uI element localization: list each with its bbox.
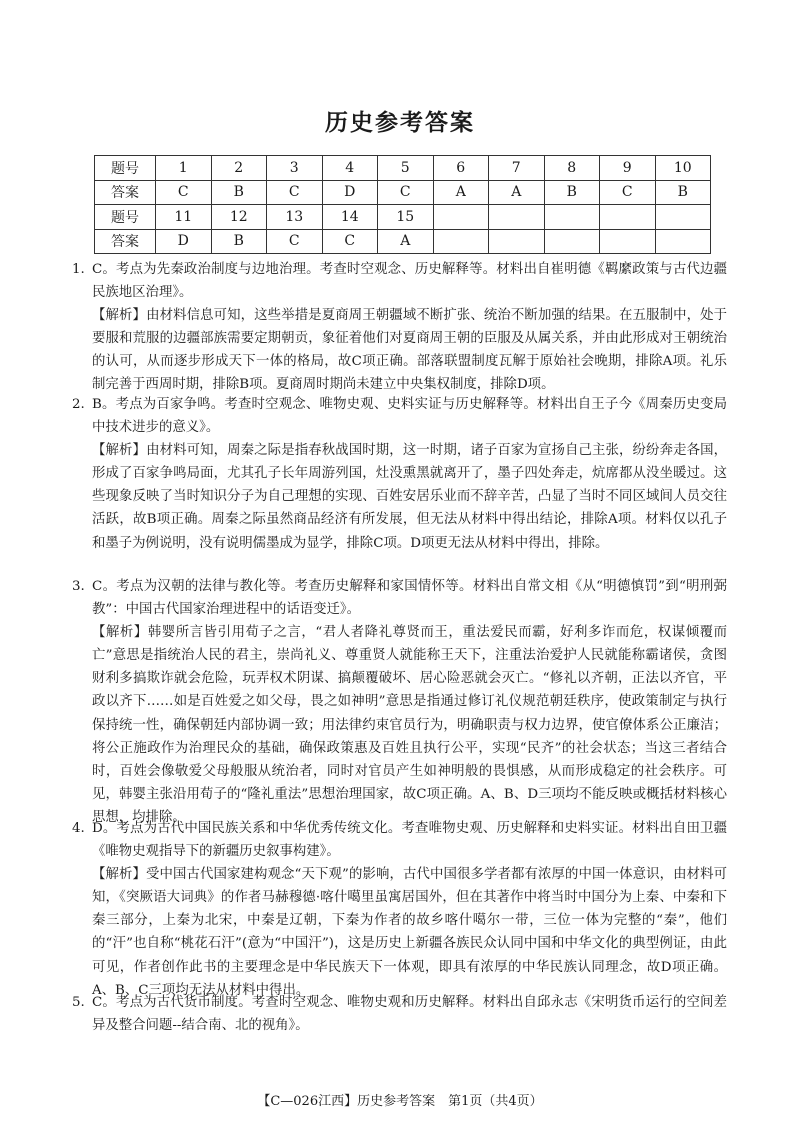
row-header: 题号	[95, 205, 156, 230]
table-cell: C	[378, 180, 434, 205]
answer-table-row	[95, 229, 711, 254]
analysis-tag: 【解析】	[92, 308, 147, 324]
item-number: 2.	[72, 397, 85, 412]
table-cell: A	[433, 180, 489, 205]
table-cell: 2	[211, 156, 267, 181]
answer-item-2	[72, 393, 727, 555]
table-cell: B	[211, 180, 267, 205]
item-summary: B。考点为百家争鸣。考查时空观念、唯物史观、史料实证与历史解释等。材料出自王子今《周秦历史变局中技术进步的意义》。	[92, 397, 727, 436]
table-cell: B	[544, 180, 600, 205]
table-cell: B	[211, 229, 267, 254]
table-cell: 1	[156, 156, 212, 181]
table-cell: 6	[433, 156, 489, 181]
table-cell: C	[267, 180, 323, 205]
item-number: 3.	[72, 579, 85, 594]
analysis-text: 韩婴所言皆引用荀子之言，“君人者降礼尊贤而王，重法爱民而霸，好利多诈而危，权谋倾覆而亡”意思是指统治人民的君主，崇尚礼义、尊重贤人就能称王天下，注重法治爱护人民就能称霸诸侯，贪图财利多搞欺诈就会危险，玩弄权术阴谋、搞颠覆破坏、居心险恶就会灭亡。“修礼以齐朝，正法以齐官，平政以齐下……如是百姓爱之如父母，畏之如神明”意思是指通过修订礼仪规范朝廷秩序，使政策制定与执行保持统一性，确保朝廷内部协调一致；用法律约束官员行为，明确职责与权力边界，使官僚体系公正廉洁；将公正施政作为治理民众的基础，确保政策惠及百姓且执行公平，实现“民齐”的社会状态；当这三者结合时，百姓会像敬爱父母般服从统治者，同时对官员产生如神明般的畏惧感，从而形成稳定的社会秩序。可见，韩婴主张沿用荀子的“隆礼重法”思想治理国家，故C项正确。A、B、D三项均不能反映或概括材料核心思想，均排除。	[92, 625, 728, 825]
table-cell: 15	[378, 205, 434, 230]
answer-table-row	[95, 156, 711, 181]
table-cell: 12	[211, 205, 267, 230]
item-analysis	[92, 621, 727, 829]
row-header: 答案	[95, 229, 156, 254]
table-cell	[544, 205, 600, 230]
item-analysis	[92, 439, 727, 554]
item-number: 4.	[72, 821, 85, 836]
table-cell	[489, 229, 545, 254]
item-analysis	[92, 863, 727, 1002]
page-footer: 【C—026江西】历史参考答案 第1页（共4页）	[257, 1094, 543, 1109]
analysis-tag: 【解析】	[92, 443, 147, 459]
item-analysis	[92, 304, 727, 396]
table-cell: 3	[267, 156, 323, 181]
table-cell	[600, 205, 656, 230]
table-cell: 7	[489, 156, 545, 181]
table-cell: A	[378, 229, 434, 254]
item-summary: C。考点为汉朝的法律与教化等。考查历史解释和家国情怀等。材料出自常文相《从“明德慎罚”到“明刑弼教”：中国古代国家治理进程中的话语变迁》。	[92, 579, 727, 618]
table-cell: D	[322, 180, 378, 205]
table-cell: 11	[156, 205, 212, 230]
answer-table	[94, 155, 711, 254]
table-cell: 10	[655, 156, 711, 181]
table-cell: A	[489, 180, 545, 205]
table-cell	[544, 229, 600, 254]
answer-item-3	[72, 575, 727, 829]
table-cell: C	[322, 229, 378, 254]
analysis-text: 由材料可知，周秦之际是指春秋战国时期，这一时期，诸子百家为宣扬自己主张，纷纷奔走各国，形成了百家争鸣局面，尤其孔子长年周游列国，灶没熏黑就离开了，墨子四处奔走，炕席都从没坐暖过。这些现象反映了当时知识分子为自己理想的实现、百姓安居乐业而不辞辛苦，凸显了当时不同区域间人员交往活跃，故B项正确。周秦之际虽然商品经济有所发展，但无法从材料中得出结论，排除A项。材料仅以孔子和墨子为例说明，没有说明儒墨成为显学，排除C项。D项更无法从材料中得出，排除。	[92, 443, 728, 551]
item-summary: D。考点为古代中国民族关系和中华优秀传统文化。考查唯物史观、历史解释和史料实证。材料出自田卫疆《唯物史观指导下的新疆历史叙事构建》。	[92, 821, 727, 860]
item-number: 5.	[72, 995, 85, 1010]
analysis-tag: 【解析】	[92, 867, 147, 883]
analysis-tag: 【解析】	[92, 625, 148, 641]
answer-item-1	[72, 258, 727, 397]
table-cell: 5	[378, 156, 434, 181]
answer-item-5	[72, 991, 727, 1037]
analysis-text: 受中国古代国家建构观念“天下观”的影响，古代中国很多学者都有浓厚的中国一体意识，由材料可知，《突厥语大词典》的作者马赫穆德·喀什噶里虽寓居国外，但在其著作中将当时中国分为上秦、中秦和下秦三部分，上秦为北宋，中秦是辽朝，下秦为作者的故乡喀什噶尔一带，三位一体为完整的“秦”，他们的“汗”也自称“桃花石汗”(意为“中国汗”)，这是历史上新疆各族民众认同中国和中华文化的典型例证，由此可见，作者创作此书的主要理念是中华民族天下一体观，即具有浓厚的中华民族认同理念，故D项正确。A、B、C三项均无法从材料中得出。	[92, 867, 727, 998]
answer-table-row	[95, 205, 711, 230]
answer-item-4	[72, 817, 727, 1002]
table-cell	[600, 229, 656, 254]
table-cell: D	[156, 229, 212, 254]
answer-table-row	[95, 180, 711, 205]
table-cell	[433, 229, 489, 254]
table-cell	[655, 229, 711, 254]
table-cell: 4	[322, 156, 378, 181]
item-summary: C。考点为先秦政治制度与边地治理。考查时空观念、历史解释等。材料出自崔明德《羁縻政策与古代边疆民族地区治理》。	[92, 262, 727, 301]
table-cell: 14	[322, 205, 378, 230]
table-cell: C	[600, 180, 656, 205]
table-cell: C	[267, 229, 323, 254]
table-cell: 9	[600, 156, 656, 181]
table-cell: 8	[544, 156, 600, 181]
table-cell	[655, 205, 711, 230]
table-cell: C	[156, 180, 212, 205]
analysis-text: 由材料信息可知，这些举措是夏商周王朝疆域不断扩张、统治不断加强的结果。在五服制中，处于要服和荒服的边疆部族需要定期朝贡，象征着他们对夏商周王朝的臣服及从属关系，并由此形成对王朝统治的认可，从而逐步形成天下一体的格局，故C项正确。部落联盟制度瓦解于原始社会晚期，排除A项。礼乐制完善于西周时期，排除B项。夏商周时期尚未建立中央集权制度，排除D项。	[92, 308, 728, 393]
row-header: 题号	[95, 156, 156, 181]
row-header: 答案	[95, 180, 156, 205]
table-cell	[489, 205, 545, 230]
item-summary: C。考点为古代货币制度。考查时空观念、唯物史观和历史解释。材料出自邱永志《宋明货币运行的空间差异及整合问题--结合南、北的视角》。	[92, 995, 727, 1034]
table-cell: 13	[267, 205, 323, 230]
table-cell: B	[655, 180, 711, 205]
table-cell	[433, 205, 489, 230]
item-number: 1.	[72, 262, 85, 277]
page-title: 历史参考答案	[325, 109, 475, 136]
